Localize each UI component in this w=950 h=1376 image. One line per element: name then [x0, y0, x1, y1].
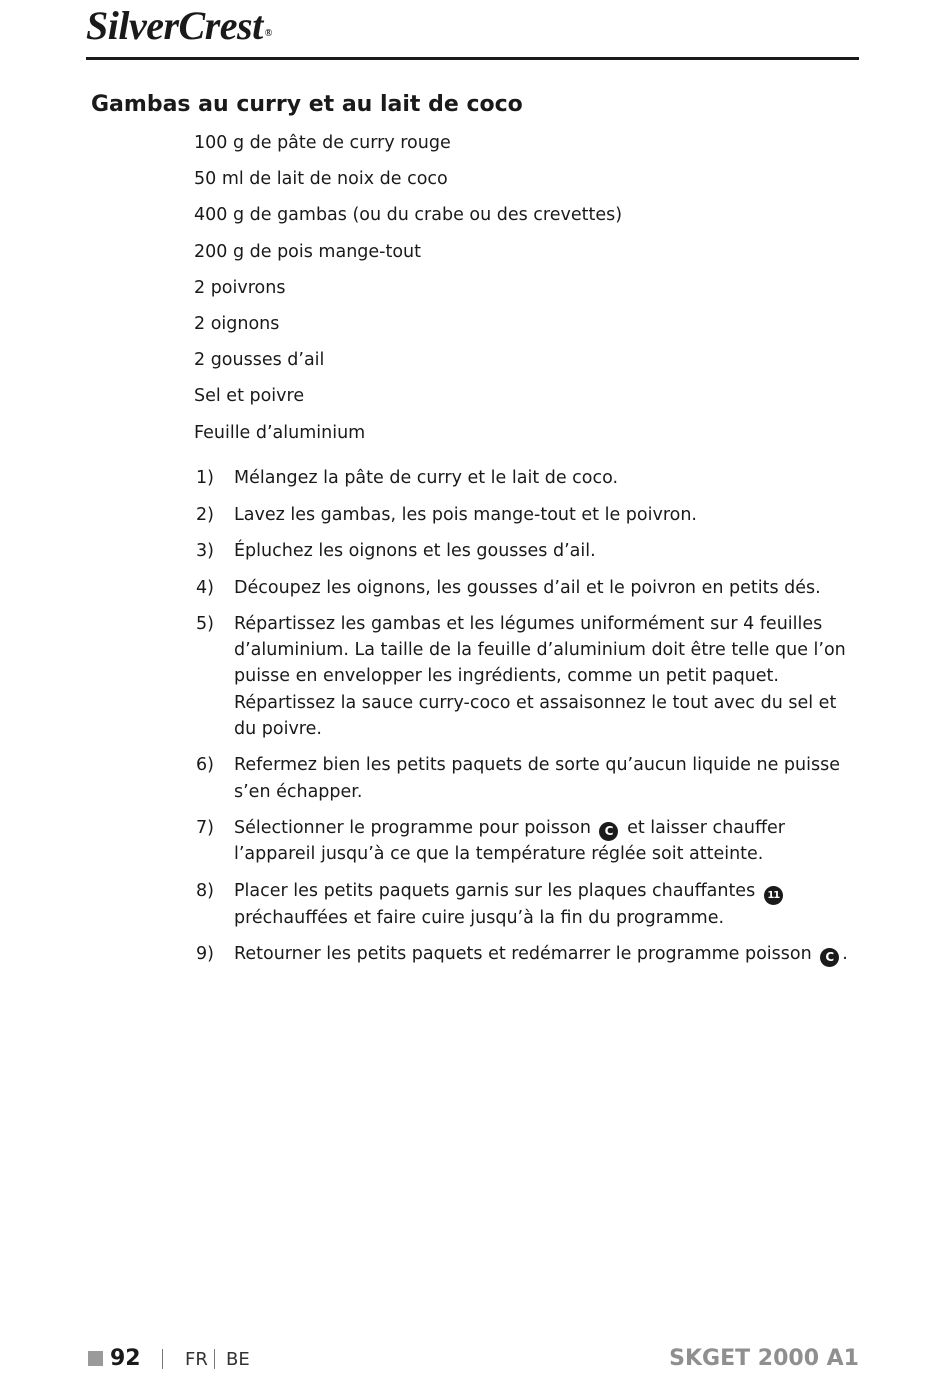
step-number: 2) [196, 504, 214, 525]
footer-divider [162, 1349, 163, 1369]
instruction-step [196, 752, 861, 804]
step-number: 6) [196, 755, 214, 776]
ingredient-item: 2 oignons [194, 313, 280, 334]
step-number: 3) [196, 541, 214, 561]
step-text-part: Sélectionner le programme pour poisson [234, 818, 591, 839]
registered-mark: ® [264, 28, 272, 39]
step-text-part: et laisser chauffer l’appareil jusqu’à ce que la température réglée soit atteinte. [234, 818, 786, 865]
page-number: 92 [110, 1346, 141, 1371]
page-footer [86, 1342, 859, 1376]
step-number: 7) [196, 818, 214, 839]
ingredient-item: Sel et poivre [194, 386, 305, 407]
step-text: Refermez bien les petits paquets de sorte qu’aucun liquide ne puisse s’en échapper. [234, 755, 840, 802]
brand-name: SilverCrest [86, 3, 263, 48]
recipe-title: Gambas au curry et au lait de coco [91, 92, 523, 117]
step-text: Lavez les gambas, les pois mange-tout et le poivron. [234, 504, 697, 525]
step-number: 4) [196, 577, 214, 598]
program-fish-icon: C [820, 948, 839, 967]
instruction-step [196, 465, 861, 491]
ingredient-item: 400 g de gambas (ou du crabe ou des crevettes) [194, 205, 623, 226]
model-number: SKGET 2000 A1 [669, 1346, 859, 1371]
step-text [234, 815, 861, 867]
step-text-part: Placer les petits paquets garnis sur les plaques chauffantes [234, 880, 756, 901]
ingredient-item: 50 ml de lait de noix de coco [194, 169, 448, 190]
header-rule [86, 57, 859, 60]
step-text: Répartissez les gambas et les légumes uniformément sur 4 feuilles d’aluminium. La taille de la feuille d’aluminium doit être telle que l’on puisse en envelopper les ingrédients, comme un petit paquet. Répartissez la sauce curry-coco et assaisonnez le tout avec du sel et du poivre. [234, 614, 846, 739]
step-number: 9) [196, 944, 214, 965]
instruction-step [196, 611, 861, 742]
step-text: Mélangez la pâte de curry et le lait de coco. [234, 468, 619, 488]
instruction-step [196, 878, 861, 931]
heating-plate-reference-icon: 11 [764, 886, 783, 905]
step-number: 8) [196, 880, 214, 901]
instruction-step [196, 941, 861, 967]
instruction-step [196, 575, 861, 601]
ingredient-item: Feuille d’aluminium [194, 422, 366, 443]
instruction-list [196, 465, 861, 978]
ingredient-item: 200 g de pois mange-tout [194, 241, 422, 262]
ingredient-item: 2 poivrons [194, 277, 286, 298]
step-text [234, 878, 861, 931]
step-text-part: préchauffées et faire cuire jusqu’à la fin du programme. [234, 907, 725, 928]
brand-logo [86, 4, 272, 48]
program-fish-icon: C [599, 822, 618, 841]
ingredient-list [194, 128, 622, 454]
step-number: 1) [196, 468, 214, 488]
instruction-step [196, 538, 861, 564]
step-text-part: Retourner les petits paquets et redémarrer le programme poisson [234, 944, 812, 965]
footer-divider [214, 1349, 215, 1369]
ingredient-item: 100 g de pâte de curry rouge [194, 133, 451, 153]
instruction-step [196, 502, 861, 528]
step-text: Épluchez les oignons et les gousses d’ail. [234, 541, 596, 561]
step-text [234, 941, 861, 967]
ingredient-item: 2 gousses d’ail [194, 350, 325, 371]
step-text: Découpez les oignons, les gousses d’ail et le poivron en petits dés. [234, 577, 821, 598]
language-code: FR [185, 1349, 208, 1370]
footer-square-icon [88, 1351, 103, 1366]
country-code: BE [226, 1349, 250, 1370]
step-number: 5) [196, 614, 214, 634]
instruction-step [196, 815, 861, 867]
step-text-part: . [842, 944, 848, 965]
